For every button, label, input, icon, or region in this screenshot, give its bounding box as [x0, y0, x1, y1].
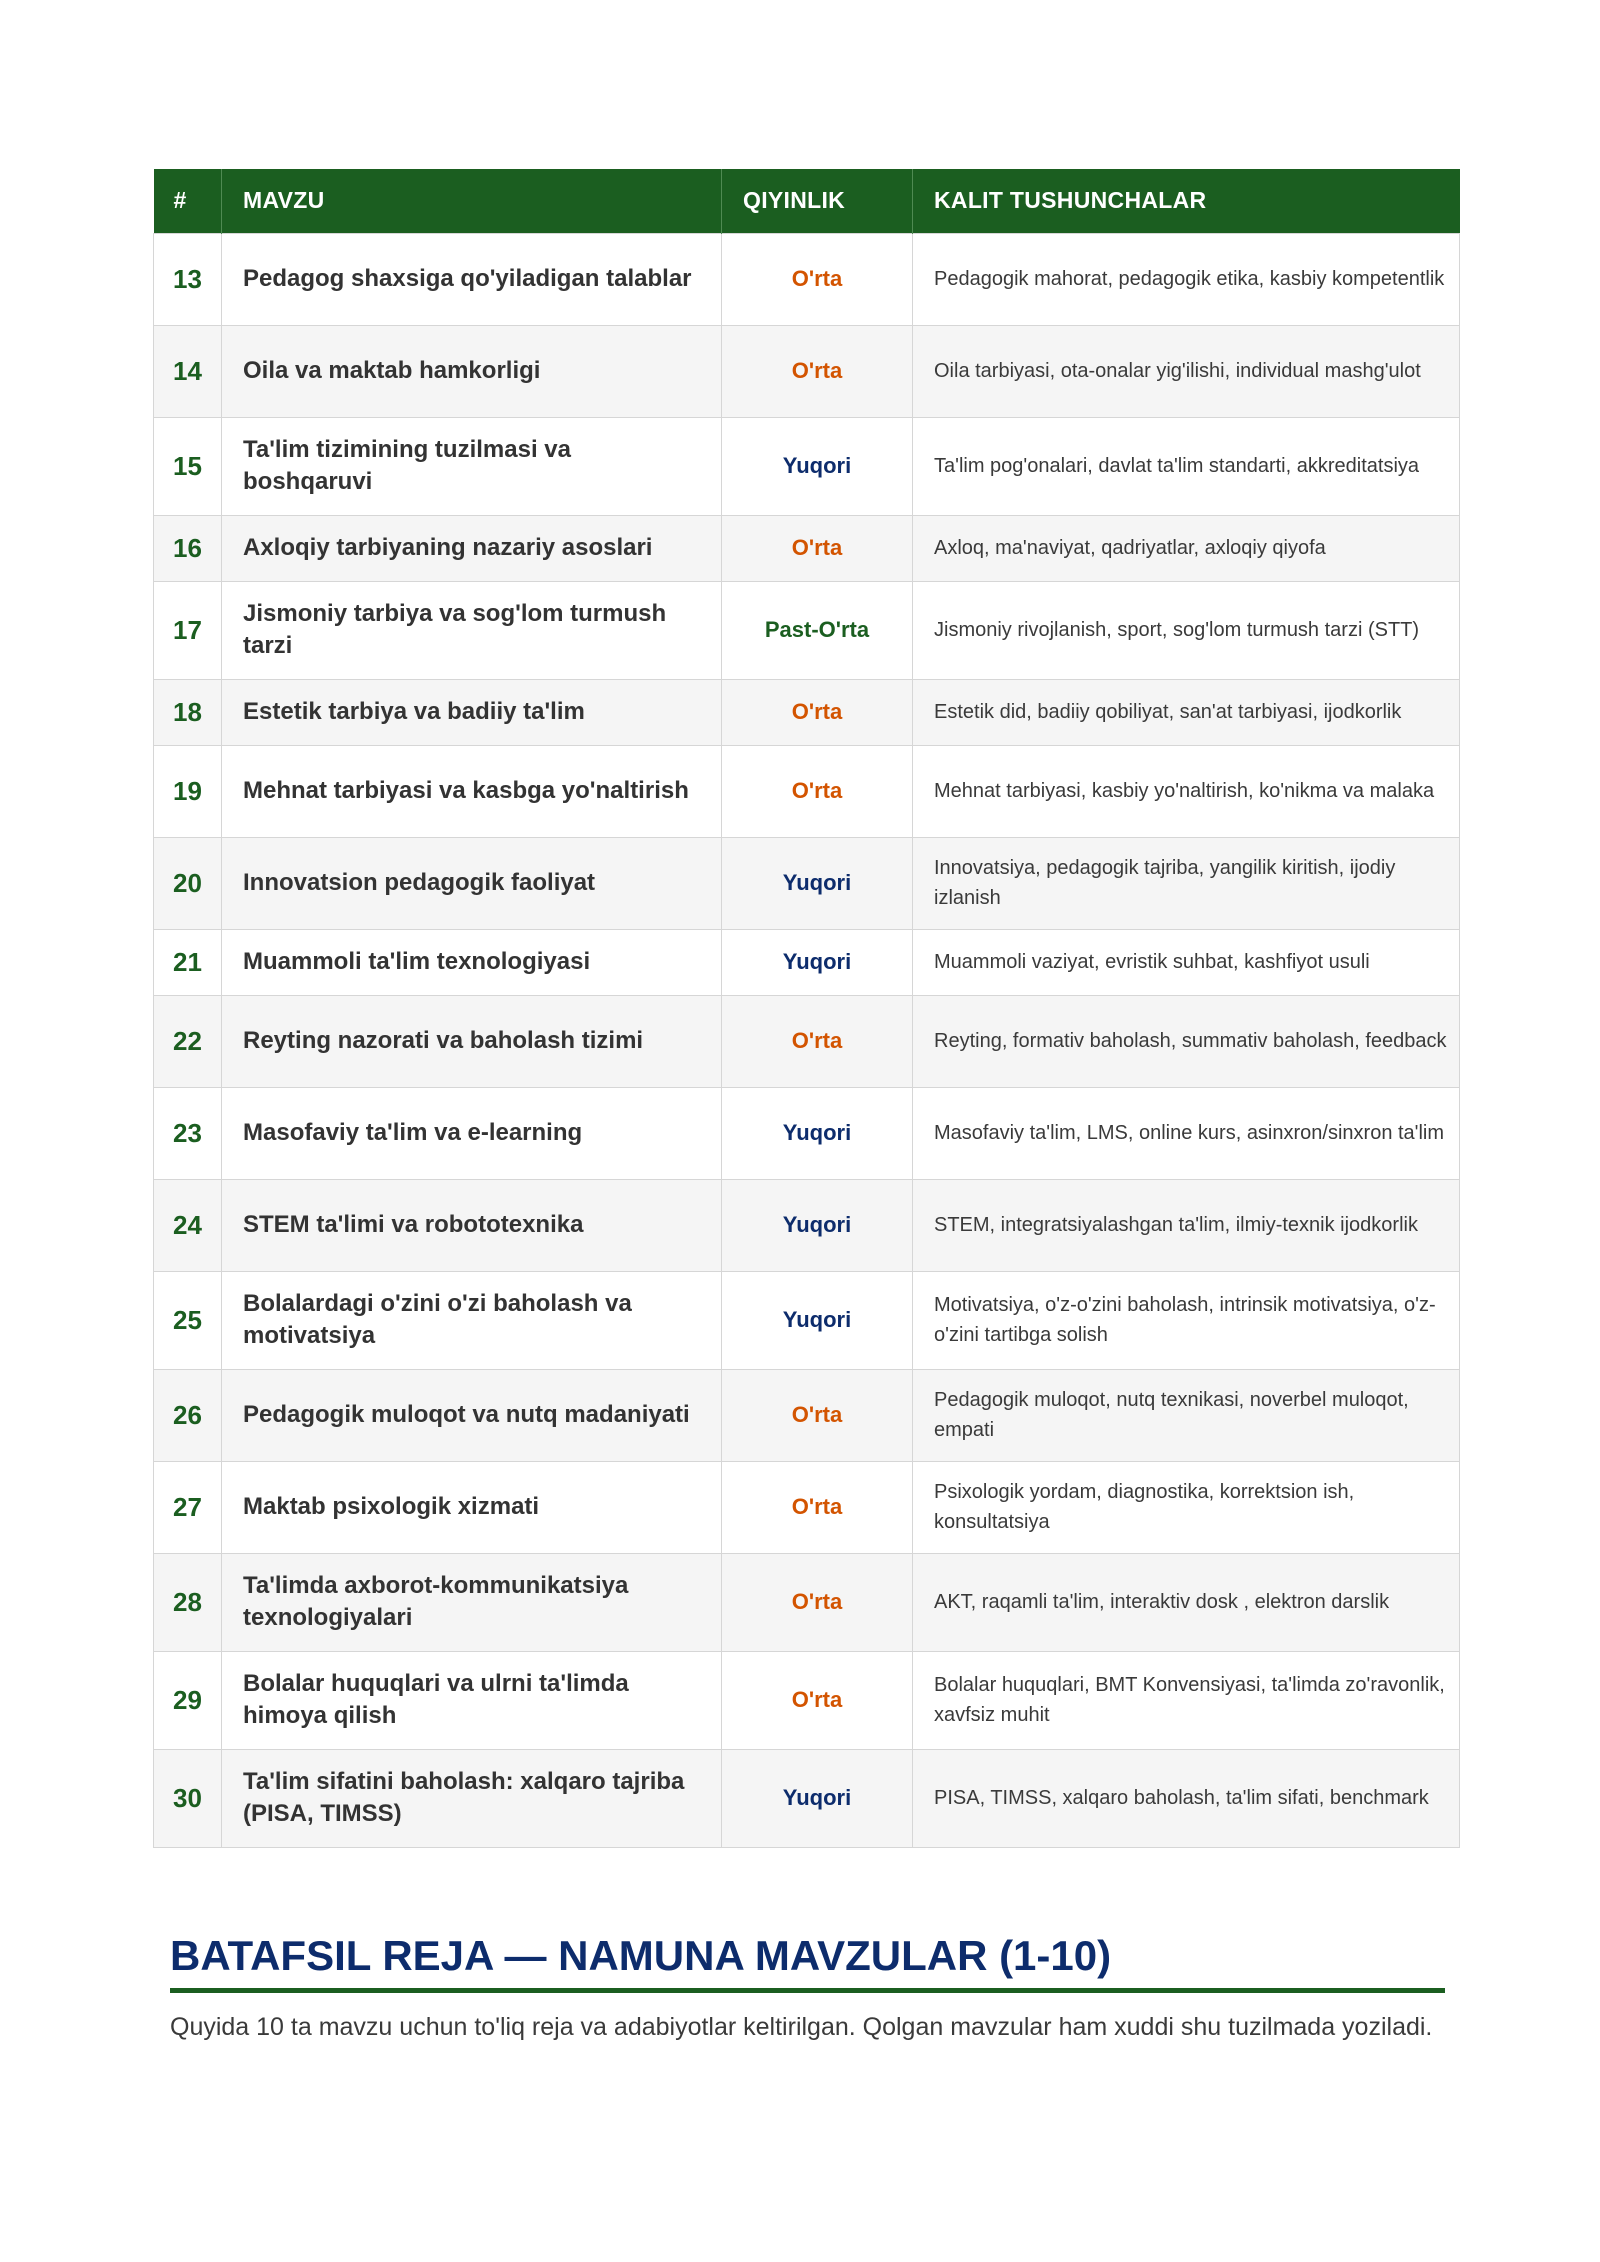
table-row [154, 1553, 1460, 1651]
row-difficulty: Yuqori [722, 1749, 913, 1847]
row-keywords: Pedagogik mahorat, pedagogik etika, kasbiy kompetentlik [913, 233, 1460, 325]
row-keywords: Masofaviy ta'lim, LMS, online kurs, asinxron/sinxron ta'lim [913, 1087, 1460, 1179]
row-difficulty: O'rta [722, 679, 913, 745]
row-keywords: Innovatsiya, pedagogik tajriba, yangilik kiritish, ijodiy izlanish [913, 837, 1460, 929]
section-title: BATAFSIL REJA — NAMUNA MAVZULAR (1-10) [170, 1930, 1445, 1993]
row-difficulty: O'rta [722, 1553, 913, 1651]
row-keywords: PISA, TIMSS, xalqaro baholash, ta'lim sifati, benchmark [913, 1749, 1460, 1847]
row-number: 18 [154, 679, 222, 745]
table-row [154, 1369, 1460, 1461]
row-topic: Ta'lim sifatini baholash: xalqaro tajriba (PISA, TIMSS) [222, 1749, 722, 1847]
row-number: 13 [154, 233, 222, 325]
table-row [154, 581, 1460, 679]
row-topic: Axloqiy tarbiyaning nazariy asoslari [222, 515, 722, 581]
table-row [154, 745, 1460, 837]
row-number: 17 [154, 581, 222, 679]
table-row [154, 679, 1460, 745]
row-keywords: STEM, integratsiyalashgan ta'lim, ilmiy-texnik ijodkorlik [913, 1179, 1460, 1271]
row-keywords: Motivatsiya, o'z-o'zini baholash, intrinsik motivatsiya, o'z-o'zini tartibga solish [913, 1271, 1460, 1369]
header-num: # [154, 169, 222, 233]
row-keywords: Oila tarbiyasi, ota-onalar yig'ilishi, individual mashg'ulot [913, 325, 1460, 417]
row-keywords: Jismoniy rivojlanish, sport, sog'lom turmush tarzi (STT) [913, 581, 1460, 679]
row-number: 14 [154, 325, 222, 417]
row-topic: Jismoniy tarbiya va sog'lom turmush tarzi [222, 581, 722, 679]
row-topic: Oila va maktab hamkorligi [222, 325, 722, 417]
table-row [154, 1271, 1460, 1369]
header-difficulty: QIYINLIK [722, 169, 913, 233]
row-topic: Muammoli ta'lim texnologiyasi [222, 929, 722, 995]
row-number: 26 [154, 1369, 222, 1461]
row-topic: Maktab psixologik xizmati [222, 1461, 722, 1553]
row-topic: Ta'limda axborot-kommunikatsiya texnologiyalari [222, 1553, 722, 1651]
table-body [154, 233, 1460, 1847]
row-difficulty: O'rta [722, 325, 913, 417]
row-topic: Ta'lim tizimining tuzilmasi va boshqaruvi [222, 417, 722, 515]
row-number: 24 [154, 1179, 222, 1271]
row-topic: Bolalar huquqlari va ulrni ta'limda himoya qilish [222, 1651, 722, 1749]
row-topic: Masofaviy ta'lim va e-learning [222, 1087, 722, 1179]
table-row [154, 233, 1460, 325]
row-number: 21 [154, 929, 222, 995]
row-number: 27 [154, 1461, 222, 1553]
row-topic: Bolalardagi o'zini o'zi baholash va motivatsiya [222, 1271, 722, 1369]
table-header-row [154, 169, 1460, 233]
row-number: 20 [154, 837, 222, 929]
header-keywords: KALIT TUSHUNCHALAR [913, 169, 1460, 233]
row-number: 16 [154, 515, 222, 581]
row-number: 19 [154, 745, 222, 837]
row-difficulty: O'rta [722, 515, 913, 581]
row-difficulty: Yuqori [722, 929, 913, 995]
table-row [154, 1651, 1460, 1749]
topics-table [153, 169, 1460, 1848]
row-difficulty: Yuqori [722, 1179, 913, 1271]
row-topic: Mehnat tarbiyasi va kasbga yo'naltirish [222, 745, 722, 837]
row-keywords: AKT, raqamli ta'lim, interaktiv dosk , elektron darslik [913, 1553, 1460, 1651]
row-number: 29 [154, 1651, 222, 1749]
row-number: 15 [154, 417, 222, 515]
row-number: 22 [154, 995, 222, 1087]
row-difficulty: Yuqori [722, 1271, 913, 1369]
row-keywords: Pedagogik muloqot, nutq texnikasi, noverbel muloqot, empati [913, 1369, 1460, 1461]
row-difficulty: O'rta [722, 745, 913, 837]
row-difficulty: O'rta [722, 233, 913, 325]
table-row [154, 325, 1460, 417]
row-difficulty: O'rta [722, 995, 913, 1087]
table-row [154, 1461, 1460, 1553]
row-topic: Reyting nazorati va baholash tizimi [222, 995, 722, 1087]
row-keywords: Muammoli vaziyat, evristik suhbat, kashfiyot usuli [913, 929, 1460, 995]
row-keywords: Psixologik yordam, diagnostika, korrektsion ish, konsultatsiya [913, 1461, 1460, 1553]
row-keywords: Axloq, ma'naviyat, qadriyatlar, axloqiy qiyofa [913, 515, 1460, 581]
row-keywords: Bolalar huquqlari, BMT Konvensiyasi, ta'limda zo'ravonlik, xavfsiz muhit [913, 1651, 1460, 1749]
table-row [154, 515, 1460, 581]
row-topic: Innovatsion pedagogik faoliyat [222, 837, 722, 929]
table-row [154, 995, 1460, 1087]
row-difficulty: Past-O'rta [722, 581, 913, 679]
row-number: 23 [154, 1087, 222, 1179]
row-keywords: Ta'lim pog'onalari, davlat ta'lim standarti, akkreditatsiya [913, 417, 1460, 515]
row-keywords: Estetik did, badiiy qobiliyat, san'at tarbiyasi, ijodkorlik [913, 679, 1460, 745]
row-difficulty: Yuqori [722, 1087, 913, 1179]
table-row [154, 1087, 1460, 1179]
row-number: 28 [154, 1553, 222, 1651]
header-topic: MAVZU [222, 169, 722, 233]
row-number: 30 [154, 1749, 222, 1847]
row-difficulty: O'rta [722, 1461, 913, 1553]
table-row [154, 929, 1460, 995]
row-topic: Estetik tarbiya va badiiy ta'lim [222, 679, 722, 745]
section-intro: Quyida 10 ta mavzu uchun to'liq reja va adabiyotlar keltirilgan. Qolgan mavzular ham xuddi shu tuzilmada yoziladi. [170, 2013, 1433, 2041]
row-difficulty: O'rta [722, 1651, 913, 1749]
table-row [154, 417, 1460, 515]
row-difficulty: Yuqori [722, 837, 913, 929]
row-difficulty: O'rta [722, 1369, 913, 1461]
table-row [154, 1749, 1460, 1847]
row-topic: Pedagogik muloqot va nutq madaniyati [222, 1369, 722, 1461]
row-topic: Pedagog shaxsiga qo'yiladigan talablar [222, 233, 722, 325]
table-row [154, 1179, 1460, 1271]
row-keywords: Mehnat tarbiyasi, kasbiy yo'naltirish, ko'nikma va malaka [913, 745, 1460, 837]
row-keywords: Reyting, formativ baholash, summativ baholash, feedback [913, 995, 1460, 1087]
row-topic: STEM ta'limi va robototexnika [222, 1179, 722, 1271]
table-row [154, 837, 1460, 929]
row-difficulty: Yuqori [722, 417, 913, 515]
row-number: 25 [154, 1271, 222, 1369]
